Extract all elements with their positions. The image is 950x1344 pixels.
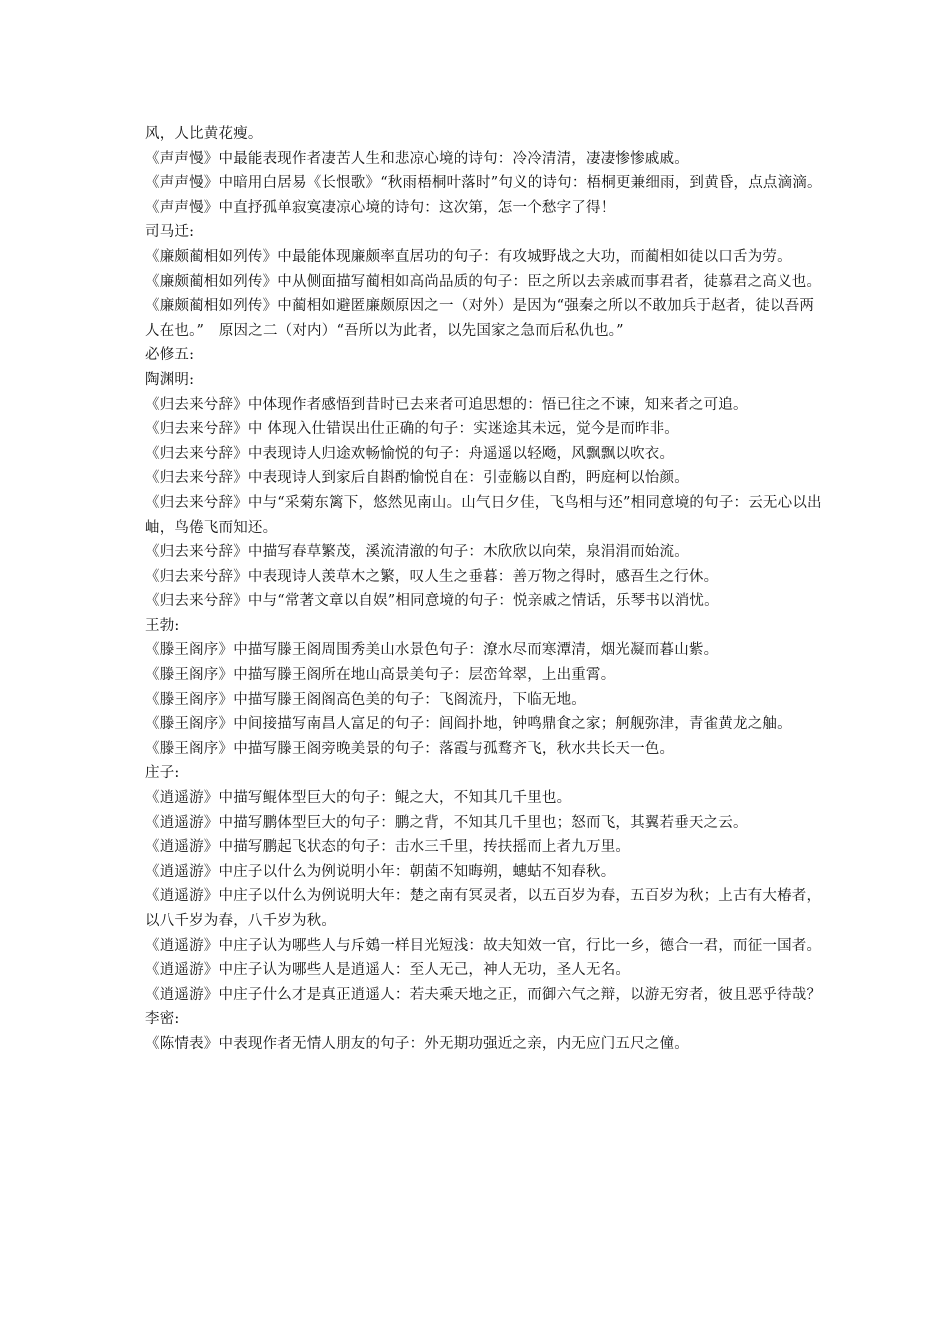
- text-line: 《归去来兮辞》中与“常著文章以自娱”相同意境的句子：悦亲戚之情话，乐琴书以消忧。: [145, 593, 719, 610]
- text-line: 《归去来兮辞》中描写春草繁茂，溪流清澈的句子：木欣欣以向荣，泉涓涓而始流。: [145, 544, 689, 561]
- section-author-heading: 李密:: [145, 1011, 180, 1028]
- section-author-heading: 庄子:: [145, 765, 180, 782]
- section-volume-heading: 必修五:: [145, 347, 195, 364]
- text-line: 《逍遥游》中庄子认为哪些人与斥鴳一样目光短浅：故夫知效一官，行比一乡，德合一君，而征一国者。: [145, 937, 822, 954]
- text-line: 《逍遥游》中庄子以什么为例说明小年：朝菌不知晦朔，蟪蛄不知春秋。: [145, 863, 616, 880]
- section-author-heading: 王勃:: [145, 617, 180, 634]
- text-line: 《滕王阁序》中描写滕王阁周围秀美山水景色句子：潦水尽而寒潭清，烟光凝而暮山紫。: [145, 642, 719, 659]
- document-page: [145, 122, 825, 1057]
- text-line: 《廉颇蔺相如列传》中从侧面描写蔺相如高尚品质的句子：臣之所以去亲戚而事君者，徒慕君之高义也。: [145, 273, 822, 290]
- text-line: 《逍遥游》中庄子以什么为例说明大年：楚之南有冥灵者，以五百岁为春，五百岁为秋；上古有大椿者，以八千岁为春，八千岁为秋。: [145, 888, 822, 929]
- text-line: 《声声慢》中直抒孤单寂寞凄凉心境的诗句：这次第，怎一个愁字了得！: [145, 199, 616, 216]
- text-line: 《逍遥游》中庄子什么才是真正逍遥人：若夫乘天地之正，而御六气之辩，以游无穷者，彼且恶乎待哉？: [145, 986, 822, 1003]
- text-line: 《声声慢》中暗用白居易《长恨歌》“秋雨梧桐叶落时”句义的诗句：梧桐更兼细雨，到黄昏，点点滴滴。: [145, 175, 822, 192]
- text-line: 《声声慢》中最能表现作者凄苦人生和悲凉心境的诗句：冷冷清清，凄凄惨惨戚戚。: [145, 150, 689, 167]
- text-line: 《滕王阁序》中间接描写南昌人富足的句子：闾阎扑地，钟鸣鼎食之家；舸舰弥津，青雀黄龙之舳。: [145, 716, 792, 733]
- text-line: 《滕王阁序》中描写滕王阁阁高色美的句子：飞阁流丹，下临无地。: [145, 691, 586, 708]
- text-line: 《逍遥游》中庄子认为哪些人是逍遥人：至人无己，神人无功，圣人无名。: [145, 962, 631, 979]
- text-line: 《归去来兮辞》中与“采菊东篱下，悠然见南山。山气日夕佳，飞鸟相与还”相同意境的句子：云无心以出岫，鸟倦飞而知还。: [145, 494, 822, 536]
- section-author-heading: 司马迁:: [145, 224, 195, 241]
- text-line: 《归去来兮辞》中 体现入仕错误出仕正确的句子：实迷途其未远，觉今是而昨非。: [145, 421, 680, 438]
- text-line: 《逍遥游》中描写鹏起飞状态的句子：击水三千里，抟扶摇而上者九万里。: [145, 839, 631, 856]
- section-author-heading: 陶渊明:: [145, 371, 195, 388]
- text-line: 《廉颇蔺相如列传》中蔺相如避匿廉颇原因之一（对外）是因为“强秦之所以不敢加兵于赵者，徒以吾两人在也。” 原因之二（对内）“吾所以为此者，以先国家之急而后私仇也。”: [145, 298, 815, 339]
- text-line: 《归去来兮辞》中表现诗人到家后自斟酌愉悦自在：引壶觞以自酌，眄庭柯以怡颜。: [145, 470, 689, 487]
- text-line: 《归去来兮辞》中表现诗人羡草木之繁，叹人生之垂暮：善万物之得时，感吾生之行休。: [145, 568, 719, 585]
- text-line: 《滕王阁序》中描写滕王阁旁晚美景的句子：落霞与孤鹜齐飞，秋水共长天一色。: [145, 740, 675, 757]
- text-line: 《归去来兮辞》中表现诗人归途欢畅愉悦的句子：舟遥遥以轻飏，风飘飘以吹衣。: [145, 445, 675, 462]
- text-line: 《廉颇蔺相如列传》中最能体现廉颇率直居功的句子：有攻城野战之大功，而蔺相如徒以口舌为劳。: [145, 248, 792, 265]
- text-line: 《归去来兮辞》中体现作者感悟到昔时已去来者可追思想的：悟已往之不谏，知来者之可追。: [145, 396, 748, 413]
- text-line: 《逍遥游》中描写鲲体型巨大的句子：鲲之大，不知其几千里也。: [145, 790, 572, 807]
- text-line: 《陈情表》中表现作者无情人朋友的句子：外无期功强近之亲，内无应门五尺之僮。: [145, 1035, 689, 1052]
- text-line: 《逍遥游》中描写鹏体型巨大的句子：鹏之背，不知其几千里也；怒而飞，其翼若垂天之云。: [145, 814, 748, 831]
- text-line: 《滕王阁序》中描写滕王阁所在地山高景美句子：层峦耸翠，上出重霄。: [145, 667, 616, 684]
- text-line: 风，人比黄花瘦。: [145, 126, 263, 142]
